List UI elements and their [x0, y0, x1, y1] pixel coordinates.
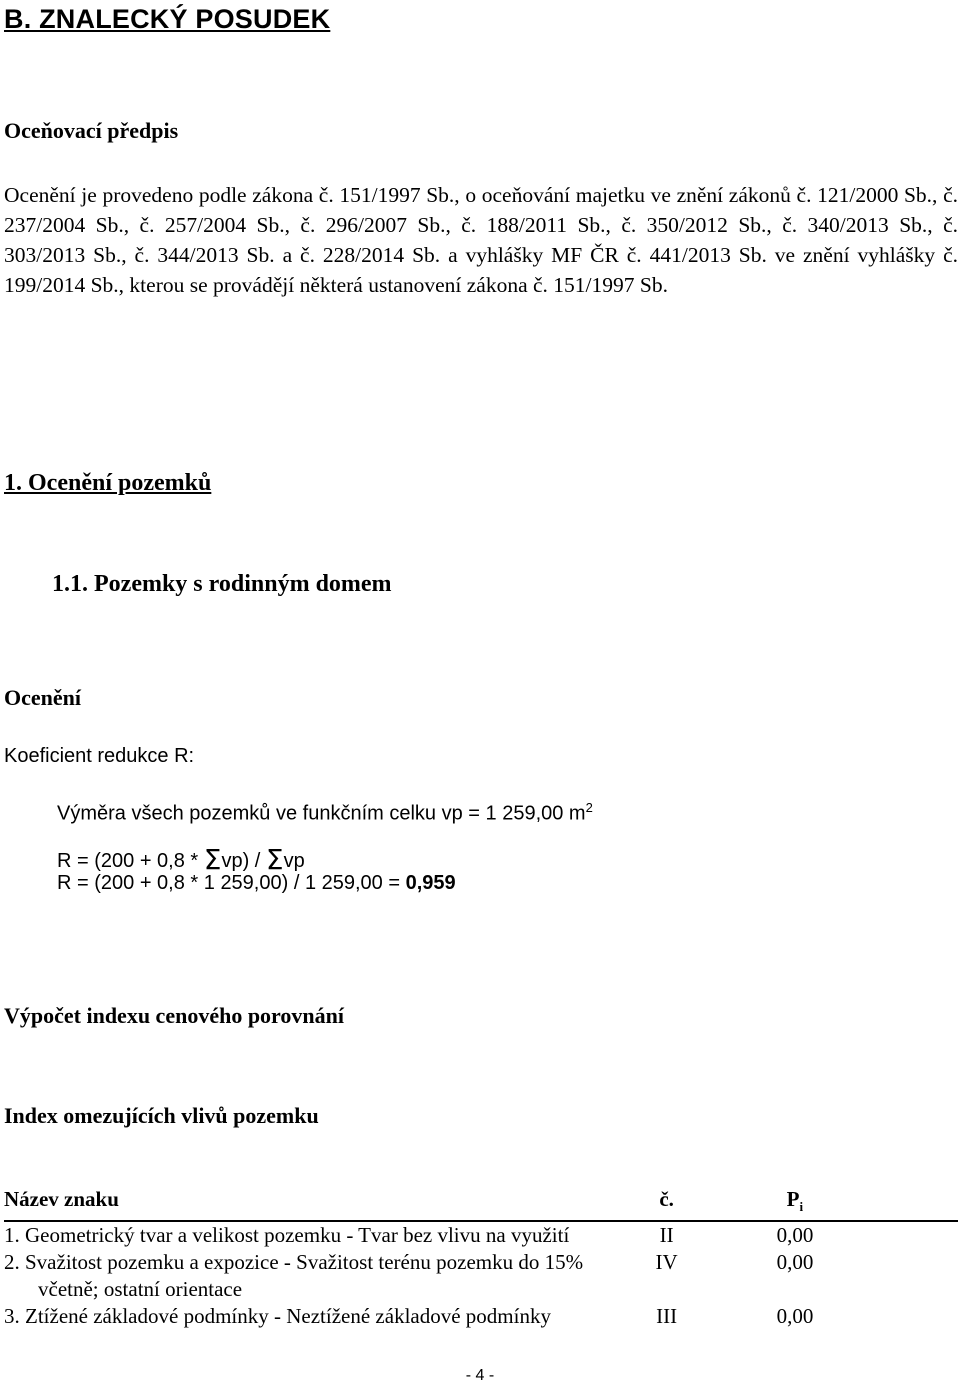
valuation-regulation-text: Ocenění je provedeno podle zákona č. 151/1997 Sb., o oceňování majetku ve znění zákonů č. 121/2000 Sb., č. 237/2004 Sb., č. 257/2004 Sb., č. 296/2007 Sb., č. 188/2011 Sb., č. 350/2012 Sb., č. 340/2013 Sb., č. 303/2013 Sb., č. 344/2013 Sb. a č. 228/2014 Sb. a vyhlášky MF ČR č. 441/2013 Sb. ve znění vyhlášky č. 199/2014 Sb., kterou se provádějí některá ustanovení zákona č. 151/1997 Sb.: [4, 183, 958, 297]
row-number: IV: [655, 1250, 678, 1275]
row-name: 3. Ztížené základové podmínky - Neztížené základové podmínky: [4, 1304, 551, 1329]
table-row: [4, 1221, 958, 1249]
row-name: 2. Svažitost pozemku a expozice - Svažitost terénu pozemku do 15%: [4, 1250, 584, 1275]
table-row: [4, 1303, 958, 1330]
header-p-symbol: P: [786, 1187, 800, 1211]
section-land-valuation: 1. Ocenění pozemků: [4, 470, 212, 496]
row-value: 0,00: [776, 1304, 814, 1329]
influences-table: [4, 1186, 958, 1330]
area-text: Výměra všech pozemků ve funkčním celku vp = 1 259,00 m: [57, 802, 586, 825]
row-number: II: [659, 1223, 674, 1248]
sigma-symbol: Σ: [265, 843, 284, 876]
formula-general: [57, 841, 305, 874]
formula-result: 0,959: [405, 872, 456, 894]
row-number: III: [656, 1304, 678, 1329]
table-header-row: [4, 1186, 958, 1221]
page-number: - 4 -: [465, 1367, 495, 1384]
formula-computed-text: R = (200 + 0,8 * 1 259,00) / 1 259,00 =: [57, 872, 406, 894]
table-row: [4, 1249, 958, 1303]
formula-part-b: vp) /: [221, 850, 266, 872]
header-name: Název znaku: [4, 1186, 611, 1221]
header-number: č.: [611, 1186, 723, 1221]
area-line: [57, 800, 593, 826]
row-name-cell: [4, 1249, 611, 1303]
row-value: 0,00: [776, 1223, 814, 1248]
document-heading: B. ZNALECKÝ POSUDEK: [4, 4, 331, 34]
row-name-continuation: včetně; ostatní orientace: [38, 1277, 243, 1302]
valuation-subtitle: Ocenění: [4, 685, 81, 710]
formula-part-a: R = (200 + 0,8 *: [57, 850, 204, 872]
section-land-with-house: 1.1. Pozemky s rodinným domem: [52, 571, 392, 597]
header-p-subscript: i: [799, 1199, 804, 1215]
price-comparison-title: Výpočet indexu cenového porovnání: [4, 1003, 345, 1028]
row-name: 1. Geometrický tvar a velikost pozemku - Tvar bez vlivu na využití: [4, 1223, 570, 1248]
row-value: 0,00: [776, 1250, 814, 1275]
formula-computed: [57, 872, 456, 895]
formula-part-c: vp: [283, 850, 305, 872]
limiting-influences-title: Index omezujících vlivů pozemku: [4, 1103, 319, 1128]
header-p: [723, 1186, 958, 1221]
sigma-symbol: Σ: [203, 843, 222, 876]
reduction-coefficient-label: Koeficient redukce R:: [4, 745, 195, 767]
area-exponent: 2: [585, 800, 593, 815]
valuation-regulation-title: Oceňovací předpis: [4, 118, 179, 143]
